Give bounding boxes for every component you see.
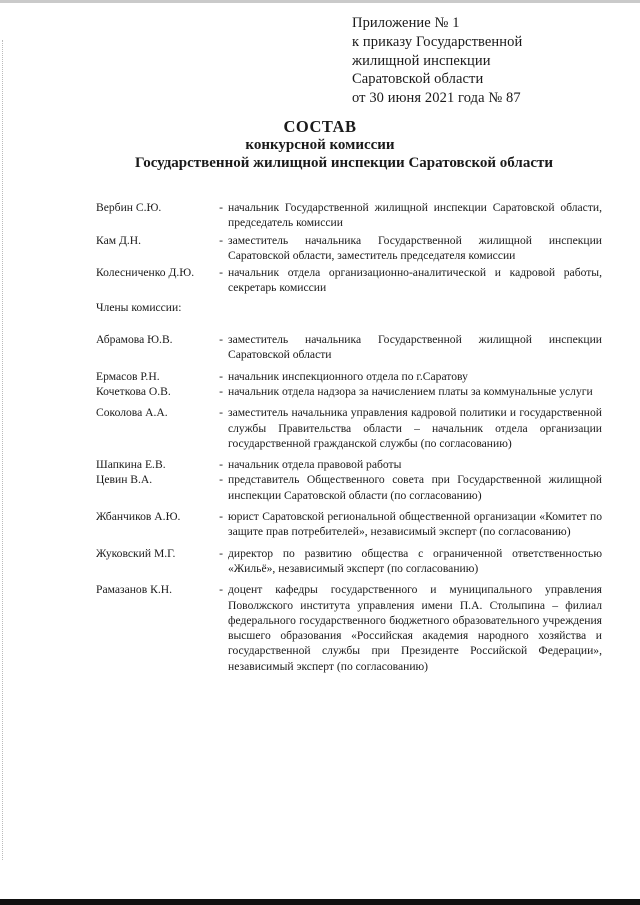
dash-separator: -: [219, 384, 223, 398]
roster-row: [96, 265, 604, 296]
dash-separator: -: [219, 201, 223, 214]
member-position: доцент кафедры государственного и муниципального управления Поволжского института управления имени П.А. Столыпина – филиал федерального государственного бюджетного образовательного учреждения высшего образования «Российская академия народного хозяйства и государственной службы при Президенте Российской Федерации», независимый эксперт (по согласованию): [228, 583, 602, 673]
dash-separator: -: [219, 233, 223, 247]
title-line: СОСТАВ: [283, 117, 357, 136]
dash-separator: -: [219, 546, 223, 560]
scan-edge-bottom: [0, 899, 640, 905]
member-position: начальник инспекционного отдела по г.Саратову: [228, 369, 468, 383]
member-name: Жуковский М.Г.: [96, 546, 176, 560]
member-position: начальник отдела организационно-аналитической и кадровой работы, секретарь комиссии: [228, 266, 602, 295]
dash-separator: -: [219, 369, 223, 383]
title-line: Государственной жилищной инспекции Саратовской области: [134, 155, 554, 171]
member-name: Шапкина Е.В.: [96, 458, 166, 472]
member-position: заместитель начальника управления кадровой политики и государственной службы Правительства области – начальник отдела организации государственной гражданской службы (по согласованию): [228, 406, 602, 450]
member-position: директор по развитию общества с ограниченной ответственностью «Жильё», независимый эксперт (по согласованию): [228, 546, 602, 575]
member-position: начальник отдела надзора за начислением платы за коммунальные услуги: [228, 384, 593, 398]
appendix-line: Приложение № 1: [352, 15, 460, 31]
dash-separator: -: [219, 406, 223, 420]
roster-row: [96, 384, 604, 399]
roster-row: [96, 369, 604, 384]
member-name: Абрамова Ю.В.: [96, 333, 173, 347]
member-name: Соколова А.А.: [96, 406, 168, 420]
member-name: Колесниченко Д.Ю.: [96, 266, 195, 280]
dash-separator: -: [219, 510, 223, 524]
roster-row: [96, 200, 604, 231]
appendix-line: жилищной инспекции: [352, 52, 491, 69]
roster-row: [96, 457, 604, 472]
appendix-line: от 30 июня 2021 года № 87: [352, 90, 521, 107]
scan-edge-top: [0, 0, 640, 3]
appendix-header: [352, 14, 522, 108]
commission-roster: [96, 200, 604, 674]
roster-row: [96, 233, 604, 264]
appendix-line: к приказу Государственной: [352, 33, 523, 50]
members-label: Члены комиссии:: [96, 300, 182, 314]
roster-row: [96, 509, 604, 540]
dash-separator: -: [219, 473, 223, 487]
member-name: Кам Д.Н.: [96, 233, 142, 247]
member-position: юрист Саратовской региональной общественной организации «Комитет по защите прав потребителей», независимый эксперт (по согласованию): [228, 510, 602, 539]
member-position: заместитель начальника Государственной жилищной инспекции Саратовской области: [228, 333, 602, 362]
title-line: конкурсной комиссии: [245, 137, 395, 153]
roster-row: [96, 472, 604, 503]
member-name: Вербин С.Ю.: [96, 201, 162, 214]
member-name: Рамазанов К.Н.: [96, 583, 172, 597]
member-name: Кочеткова О.В.: [96, 384, 171, 398]
document-title: [0, 118, 640, 172]
dash-separator: -: [219, 458, 223, 472]
member-position: начальник Государственной жилищной инспекции Саратовской области, председатель комиссии: [228, 201, 602, 230]
member-position: заместитель начальника Государственной жилищной инспекции Саратовской области, заместитель председателя комиссии: [228, 233, 602, 262]
roster-row: [96, 546, 604, 577]
member-name: Цевин В.А.: [96, 473, 153, 487]
member-position: начальник отдела правовой работы: [228, 458, 402, 472]
dash-separator: -: [219, 583, 223, 597]
roster-row: [96, 405, 604, 451]
member-name: Жбанчиков А.Ю.: [96, 510, 181, 524]
appendix-line: Саратовской области: [352, 71, 484, 88]
roster-row: [96, 582, 604, 674]
dash-separator: -: [219, 333, 223, 347]
dash-separator: -: [219, 266, 223, 280]
member-position: представитель Общественного совета при Государственной жилищной инспекции Саратовской области (по согласованию): [228, 473, 602, 502]
roster-row: [96, 332, 604, 363]
member-name: Ермасов Р.Н.: [96, 369, 160, 383]
